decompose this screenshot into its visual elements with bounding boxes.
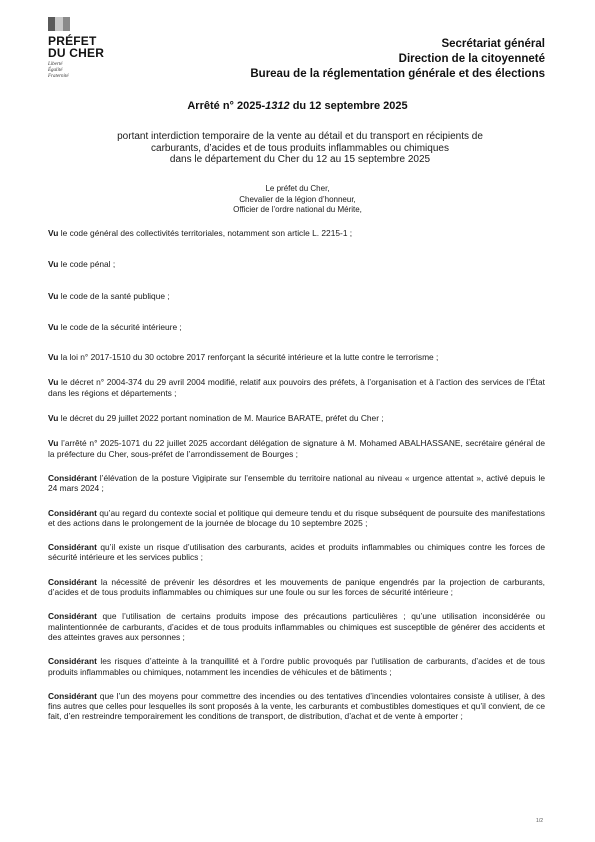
visa-paragraph [48,259,545,269]
prefect-line-3: Officier de l’ordre national du Mérite, [233,205,362,214]
logo-motto-fraternite: Fraternité [48,74,69,79]
paragraph-text: le code général des collectivités territoriales, notamment son article L. 2215-1 ; [58,228,353,238]
page-number: 1/2 [536,818,543,824]
logo-title-line2: DU CHER [48,46,105,60]
paragraph-lead: Vu [48,413,59,424]
paragraph-lead: Vu [48,377,59,388]
paragraph-lead: Vu [48,228,59,238]
logo-motto-liberte: Liberté [48,62,63,67]
visa-paragraph [48,228,545,238]
paragraph-lead: Vu [48,321,59,332]
considerant-paragraph [48,656,545,677]
paragraph-text: l’élévation de la posture Vigipirate sur l’ensemble du territoire national au niveau « urgence attentat », activé depuis le 24 mars 2024 ; [48,472,545,494]
paragraph-text: le décret n° 2004-374 du 29 avril 2004 modifié, relatif aux pouvoirs des préfets, à l’organisation et à l’action des services de l’État dans les régions et départements ; [48,377,545,398]
paragraph-text: le code de la sécurité intérieure ; [58,321,182,332]
prefecture-logo [48,17,128,80]
prefect-line-2: Chevalier de la légion d’honneur, [239,194,356,204]
subject-line-2: carburants, d’acides et de tous produits inflammables ou chimiques [151,142,449,154]
header-line-3: Bureau de la réglementation générale et des élections [250,68,545,80]
paragraph-text: l’arrêté n° 2025-1071 du 22 juillet 2025 accordant délégation de signature à M. Mohamed ABALHASSANE, secrétaire général de la préfecture du Cher, sous-préfet de l’arrondissement de Bourges ; [48,438,545,459]
decree-title [0,100,595,112]
visa-paragraph [48,322,545,332]
paragraph-lead: Vu [48,259,59,270]
paragraph-lead: Vu [48,352,59,363]
paragraph-text: le code de la santé publique ; [58,290,170,301]
handwritten-decree-number: 1312 [265,100,290,112]
marianne-flag-icon [48,17,70,31]
subject-line-1: portant interdiction temporaire de la vente au détail et du transport en récipients de [117,131,483,142]
considerant-paragraph [48,473,545,494]
paragraph-lead: Considérant [48,542,97,553]
considerant-paragraph [48,691,545,722]
issuing-office-header [250,37,545,82]
paragraph-lead: Considérant [48,507,97,518]
decree-title-suffix: du 12 septembre 2025 [292,100,408,112]
paragraph-text: les risques d’atteinte à la tranquillité et à l’ordre public provoqués par l’utilisation de carburants, d’acides et de tous produits inflammables ou chimiques, notamment les incendies de véhicules et de bâtiments ; [48,656,545,677]
paragraph-lead: Considérant [48,472,97,483]
paragraph-text: que l’utilisation de certains produits impose des précautions particulières ; qu’une utilisation inconsidérée ou malintentionnée de carburants, d’acides et de tous produits inflammables ou chimiques est susceptible de générer des accidents et des atteintes graves aux personnes ; [48,611,545,642]
decree-title-prefix: Arrêté n° 2025- [187,100,266,112]
paragraph-lead: Vu [48,290,59,301]
paragraph-lead: Vu [48,438,59,449]
paragraph-text: le code pénal ; [58,259,116,270]
visa-paragraph [48,291,545,301]
paragraph-lead: Considérant [48,611,97,622]
prefect-line-1: Le préfet du Cher, [265,184,330,193]
considerant-paragraph [48,577,545,598]
paragraph-text: la nécessité de prévenir les désordres et les mouvements de panique engendrés par la projection de carburants, d’acides et de tous produits inflammables ou chimiques sur une foule ou sur les forces de sécurité intérieure ; [48,576,545,598]
visa-paragraph [48,352,545,362]
paragraph-text: que l’un des moyens pour commettre des incendies ou des tentatives d’incendies volontaires consiste à utiliser, à des fins autres que celles pour lesquelles ils sont proposés à la vente, les carburants et combustibles domestiques et qu’il convient, de ce fait, d’en restreindre temporairement les conditions de transport, de distribution, d’achat et de vente à emporter ; [48,690,545,722]
paragraph-text: le décret du 29 juillet 2022 portant nomination de M. Maurice BARATE, préfet du Cher ; [58,413,384,424]
visa-paragraph [48,377,545,398]
paragraph-lead: Considérant [48,576,97,587]
considerant-paragraph [48,611,545,642]
paragraph-lead: Considérant [48,656,97,667]
visa-paragraph [48,413,545,423]
header-line-1: Secrétariat général [441,38,545,50]
logo-motto-egalite: Égalité [48,68,63,73]
paragraph-text: qu’il existe un risque d’utilisation des carburants, acides et produits inflammables ou chimiques contre les forces de sécurité intérieure et les services publics ; [48,542,545,563]
subject-line-3: dans le département du Cher du 12 au 15 septembre 2025 [169,154,431,165]
header-line-2: Direction de la citoyenneté [398,53,545,65]
considerant-paragraph [48,508,545,529]
decree-body [48,228,545,722]
paragraph-text: qu’au regard du contexte social et politique qui demeure tendu et du risque subséquent de poursuite des manifestations et des actions dans le prolongement de la journée de blocage du 10 septembre 2025 ; [48,507,545,528]
decree-subject [70,131,530,166]
logo-title-line1: PRÉFET [48,34,97,48]
prefect-titles [205,184,390,216]
paragraph-lead: Considérant [48,690,97,701]
considerant-paragraph [48,542,545,563]
paragraph-text: la loi n° 2017-1510 du 30 octobre 2017 renforçant la sécurité intérieure et la lutte contre le terrorisme ; [58,352,439,363]
visa-paragraph [48,438,545,459]
